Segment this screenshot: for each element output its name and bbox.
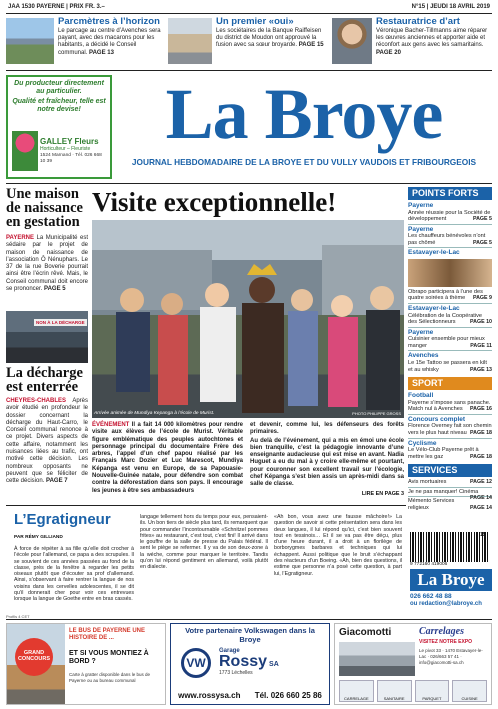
photo-banner: NON À LA DÉCHARGE — [36, 320, 85, 325]
left-column-2 — [6, 366, 88, 486]
photo-credit: PHOTO PHILIPPE GROSS — [352, 411, 401, 416]
ad-giacomotti[interactable] — [334, 623, 492, 705]
story-lead: PAYERNE — [6, 235, 35, 241]
sidebar-item[interactable]: Payerne Les chauffeurs bénévoles n’ont pas chômé PAGE 5 — [408, 225, 492, 246]
story-headline[interactable]: La décharge est enterrée — [6, 365, 83, 395]
main-text-col2 — [250, 422, 404, 497]
gia-tag: SANITAIRE — [377, 680, 412, 702]
crowd-illustration — [92, 220, 404, 418]
read-more[interactable]: LIRE EN PAGE 3 — [361, 490, 404, 497]
ad-text: Du producteur directement au particulier. — [14, 80, 104, 95]
barcode — [410, 532, 490, 562]
ad-galley[interactable] — [6, 75, 112, 179]
teaser-3[interactable] — [332, 16, 492, 68]
teaser-2[interactable] — [168, 16, 328, 68]
service-item[interactable]: Avis mortuaires PAGE 12 — [408, 479, 492, 486]
story-page: PAGE 7 — [46, 478, 68, 485]
gia-tag: CARRELAGE — [339, 680, 374, 702]
egratigneur-col1: À force de répéter à sa fille qu’elle doit crocher à l’école pour l’allemand, ce papa a des scrupules. Il se souvient de ces années passées au fond de la classe, près de la fenêtre à regarder les petits oiseaux plutôt que d’écouter sa prof d’allemand. Ainsi, s’observant à faire rentrer la langue de nos voisins dans les cervelles adolescentes, il se dit qu’il donnerait cher pour voir ces entrevues lorsque la langue de Goethe entre en bras cassés. — [14, 546, 134, 603]
flower-image — [12, 131, 38, 171]
egratigneur-footer: Profils 4 CET — [6, 614, 30, 619]
teaser-thumb-portrait — [332, 18, 372, 64]
bus-small: Carte à gratter disponible dans le bus de Payerne ou au bureau communal — [69, 672, 151, 683]
main-bold-text-2: et devenir, comme lui, les défenseurs des forêts primaires. — [250, 422, 404, 436]
gia-visit: VISITEZ NOTRE EXPO — [419, 639, 473, 645]
sidebar-item[interactable]: Football Payerne s’impose sans panache. Match nul à Avenches PAGE 16 — [408, 392, 492, 413]
barcode-number: 9 772160 419006 — [410, 562, 448, 567]
ad-brand: GALLEY Fleurs — [40, 137, 99, 146]
ad-vw[interactable] — [170, 623, 330, 705]
contact-email[interactable]: ou redaction@labroye.ch — [410, 601, 482, 607]
garage-sa: SA — [269, 661, 279, 668]
main-lead: ÉVÉNEMENT — [92, 422, 130, 428]
sidebar-item[interactable]: Estavayer-le-Lac — [408, 249, 460, 257]
sport-header: SPORT — [408, 377, 492, 390]
ad-text: Qualité et fraîcheur, telle est notre devise! — [12, 98, 106, 113]
vw-logo-icon: VW — [181, 648, 211, 678]
brand-box[interactable] — [410, 569, 492, 591]
sidebar-item[interactable]: Obrapo participera à l’une des quatre soirées à thème PAGE 9 — [408, 288, 492, 302]
teaser-1[interactable] — [6, 16, 164, 68]
issue-code: 15 — [480, 532, 486, 538]
edition-line: JAA 1530 PAYERNE | PRIX FR. 3.– — [8, 4, 105, 10]
gia-address: Le pivot 33 · 1470 Estavayer-le-Lac · 026/663 57 41 · info@giacomotti-sa.ch — [419, 648, 483, 665]
bus-question: ET SI VOUS MONTIEZ À BORD ? — [69, 650, 149, 665]
story-body: La Municipalité est sédaire par le projet de maison de naissance de l’association Ô Nénuphars. Le 37 de la rue Boverie pourrait ainsi être l’écrin rêvé. Mais, le Conseil communal doit encore se prononcer. — [6, 235, 88, 293]
teaser-text: Véronique Bacher-Tillmanns aime réparer les œuvres anciennes et apporter aide et réconfort aux gens avec les samaritains. — [376, 28, 488, 49]
service-item[interactable]: Je ne pas manquer! Cinéma PAGE 14 — [408, 488, 492, 502]
gia-tag: CUISINE — [452, 680, 487, 702]
bus-title: LE BUS DE PAYERNE UNE HISTOIRE DE ... — [69, 628, 146, 641]
gia-brand2: Carrelages — [419, 626, 464, 637]
teaser-text: Les sociétaires de la Banque Raiffeisen du district de Moudon ont approuvé la fusion avec sa sœur broyarde. — [216, 28, 322, 49]
sidebar — [408, 187, 492, 512]
issue-line: N°15 | JEUDI 18 AVRIL 2019 — [411, 4, 490, 10]
protest-photo — [6, 311, 88, 363]
gia-store-image — [339, 642, 415, 676]
teaser-page: PAGE 13 — [89, 49, 114, 56]
egratigneur-author: PAR RÉMY GILLIAND — [14, 535, 63, 540]
masthead-subtitle: JOURNAL HEBDOMADAIRE DE LA BROYE ET DU VULLY VAUDOIS ET FRIBOURGEOIS — [131, 157, 477, 167]
story-headline[interactable]: Une maison de naissance en gestation — [6, 186, 83, 230]
sidebar-item[interactable]: Estavayer-le-Lac Célébration de la Coopérative des Sélectionneurs PAGE 10 — [408, 305, 492, 326]
teaser-text: Le parcage au centre d’Avenches sera payant, avec des macarons pour les habitants, a décidé le Conseil communal. — [58, 28, 161, 56]
gia-brand: Giacomotti — [339, 627, 392, 638]
ad-address: 1524 Marnand · Tél. 026 668 10 39 — [40, 153, 102, 164]
story-body: Après avoir étudié en profondeur le dossier concernant la décharge du Haut-Carro, le Conseil communal renonce à ce projet. Divers aspects de cette affaire, notamment les nuisances liées au trafic, ont motivé cette décision. Les nombreux opposants ne peuvent que se féliciter de cette décision. — [6, 398, 88, 485]
garage-location: 1773 Léchelles — [219, 670, 253, 676]
services-header: SERVICES — [408, 464, 492, 477]
vw-phone[interactable]: Tél. 026 660 25 86 — [254, 691, 322, 700]
ad-sub: Horticulteur – Fleuriste — [40, 146, 91, 152]
teaser-title: Un premier «oui» — [216, 16, 294, 27]
sidebar-item[interactable]: Concours complet Florence Overney fait son chemin vers le plus haut niveau PAGE 18 — [408, 415, 492, 436]
teaser-thumb-bank — [168, 18, 212, 64]
vw-title: Votre partenaire Volkswagen dans la Broye — [185, 626, 315, 644]
teaser-title: Restauratrice d’art — [376, 16, 460, 27]
points-forts-header: POINTS FORTS — [408, 187, 492, 200]
teaser-page: PAGE 15 — [298, 42, 324, 49]
left-column — [6, 187, 88, 293]
garage-top: Garage — [219, 648, 240, 654]
story-page: PAGE 5 — [44, 286, 66, 293]
teaser-page: PAGE 20 — [376, 49, 401, 56]
main-photo — [92, 220, 404, 418]
garage-name: Rossy — [219, 653, 268, 670]
vw-url[interactable]: www.rossysa.ch — [178, 691, 241, 700]
contact-phone[interactable]: 026 662 48 88 — [410, 593, 452, 600]
main-text-2: Au delà de l’événement, qui a mis en émoi une école bien tranquille, c’est la pédagogie innovante d’une enseignante audacieuse qui est mise en avant. Nadia Huguet a eu du mal à y croire elle-même et pourtant, pour couronner son excellent travail sur l’écologie, chef Képanga s’est bien assis un après-midi dans sa salle de classe. — [250, 437, 404, 488]
main-bold-text: Il a fait 14 000 kilomètres pour rendre visite aux élèves de l’école de Murist. Véritable figure emblématique des peuples autochtones et personnage principal du documentaire Frère des arbres, l’appel d’un chef papou réalisé par les Français Marc Dozier et Luc Marescot, Mundiya Képanga est venu en Europe, de sa Papouasie-Nouvelle-Guinée natale, pour défendre son combat contre la déforestation dans son pays. Il encourage les jeunes à être ses ambassadeurs — [92, 422, 244, 494]
photo-caption: Arrivée animée de Mundiya Kepanga à l’école de Murist. — [94, 411, 215, 416]
sidebar-photo — [408, 259, 492, 287]
sidebar-item[interactable]: Payerne Cuisinier ensemble pour mieux manger PAGE 11 — [408, 328, 492, 349]
egratigneur-col2: langage tellement hors du temps pour eux, pensaient-ils. Un bon tiers de siècle plus tard, ils remarquent que pour commander l’incontournable «Schnitzel pommes frites» au restaurant, c’est tout, c’est fini! Il arrivé dans le gouffre de la salle de presse du Palais fédéral. Il sent le piège se refermer. Il y va de son deux-zone à la wéche, comme pour marquer le territoire. Tandis qu’on lui répond gentiment en allemand, voilà plutôt en dialecte. — [140, 514, 268, 571]
sidebar-item[interactable]: Payerne Année réussie pour la Société de développement PAGE 5 — [408, 202, 492, 223]
sidebar-item[interactable]: Avenches Le 15e Tattoo se passera en kilt et au whisky PAGE 13 — [408, 352, 492, 373]
gia-tag: PARQUET — [415, 680, 450, 702]
main-text-col1 — [92, 422, 243, 495]
concours-badge: GRAND CONCOURS — [15, 638, 53, 676]
brand-box-title: La Broye — [417, 570, 485, 589]
masthead-title: La Broye — [165, 74, 443, 154]
teaser-thumb-avenches — [6, 18, 54, 64]
main-headline[interactable]: Visite exceptionnelle! — [92, 187, 337, 217]
teaser-title: Parcmètres à l’horizon — [58, 16, 160, 27]
egratigneur-col3: «Ah bon, vous avez une fausse mâchoire!» La question de savoir si cette présentation sera dans les deux langues, il lui répond qu’ici, c’est bien souvent tout en tessinois… Et il se va pas être déçu, plus d’une heure durant, il a droit à un florilège de borborygmes barbares et techniques qui lui échappent. Aussi politique que le bruit s’échappant des réacteurs d’un Boeing. «Ah, bien des questions, il estime que personne n’a posé cette question, à part lui, l’Egratigneur. — [274, 514, 402, 577]
egratigneur-title: L’Egratigneur — [14, 511, 111, 528]
service-item[interactable]: Mémento Services religieux PAGE 14 — [408, 498, 492, 511]
story-lead: CHEYRES-CHABLES — [6, 398, 67, 404]
ad-bus[interactable] — [6, 623, 166, 705]
sidebar-item[interactable]: Cyclisme Le Vélo-Club Payerne prêt à mettre les gaz PAGE 18 — [408, 439, 492, 460]
